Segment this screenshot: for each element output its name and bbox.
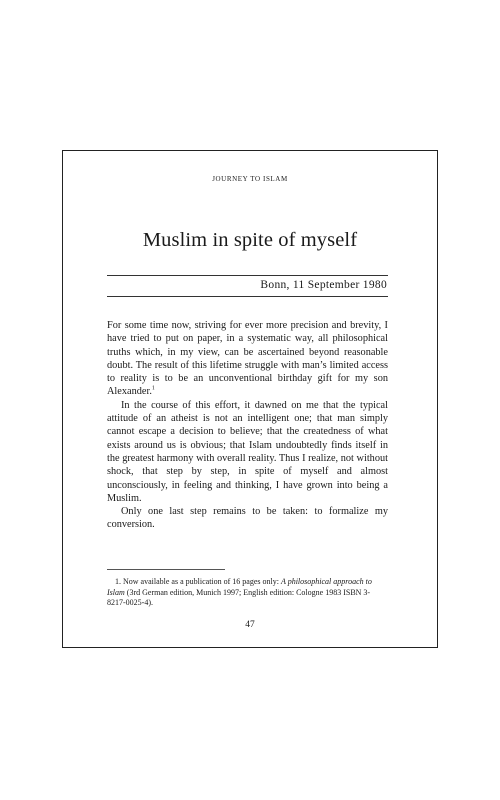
paragraph-1-text: For some time now, striving for ever more precision and brevity, I have tried to put on paper, in a systematic way, all philosophical truths which, in my view, can be ascertained beyond reasonable doubt. The result of this lifetime struggle with man’s limited access to reality is to be an unconventional birthday gift for my son Alexander. [107, 320, 388, 398]
dateline: Bonn, 11 September 1980 [260, 279, 387, 291]
paragraph-2: In the course of this effort, it dawned on me that the typical attitude of an atheist is not an intelligent one; that man simply cannot escape a decision to believe; that the createdness of what exists around us is obvious; that Islam undoubtedly finds itself in the greatest harmony with overall reality. Thus I realize, not without shock, that step by step, in spite of myself and almost unconsciously, in feeling and thinking, I have grown into being a Muslim. [107, 399, 388, 504]
title-rule-bottom [107, 296, 388, 297]
title-rule-top [107, 275, 388, 276]
footnote-text-before: Now available as a publication of 16 pages only: [123, 577, 281, 586]
running-head: JOURNEY TO ISLAM [212, 175, 288, 183]
book-page [62, 150, 438, 648]
body-text [107, 319, 388, 532]
chapter-title: Muslim in spite of myself [142, 229, 358, 251]
footnote-italic-title: A philosophical approach to Islam [107, 577, 372, 597]
footnote-number: 1. [115, 577, 121, 586]
page-number: 47 [245, 620, 255, 630]
footnote-reference: 1 [151, 386, 155, 393]
footnote [107, 577, 388, 609]
footnote-rule [107, 569, 225, 570]
footnote-text-after: (3rd German edition, Munich 1997; English edition: Cologne 1983 ISBN 3-8217-0025-4). [107, 587, 371, 607]
paragraph-1 [107, 319, 388, 399]
paragraph-3: Only one last step remains to be taken: to formalize my conversion. [107, 506, 388, 531]
